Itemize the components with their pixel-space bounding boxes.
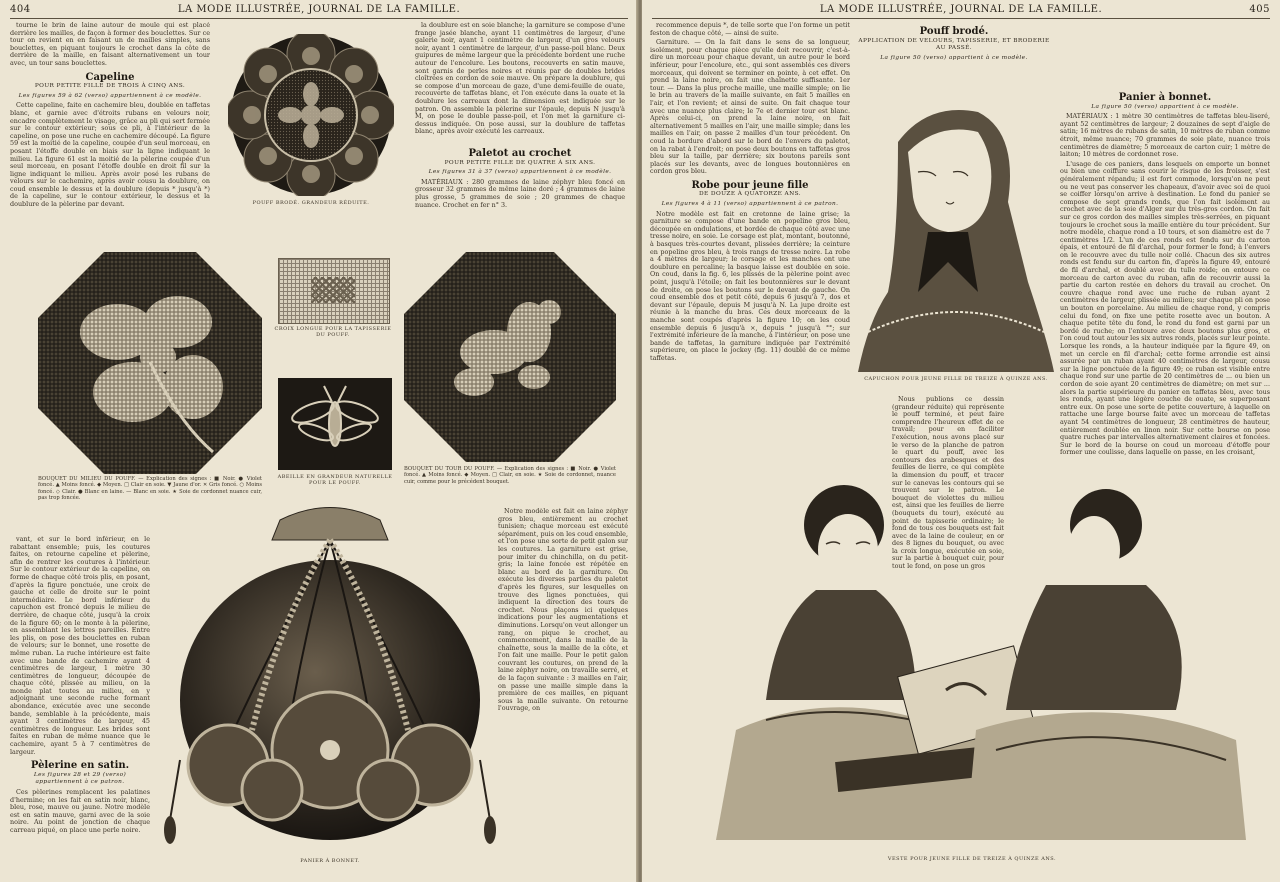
cross-stitch-caption: CROIX LONGUE POUR LA TAPISSERIE DU POUFF.: [274, 326, 392, 338]
bee-caption: ABEILLE EN GRANDEUR NATURELLE POUR LE POUFF.: [277, 474, 393, 486]
middle-bouquet-signs: Explication des signes : ■ Noir. ● Violet foncé. ▲ Moins foncé. ◆ Moyen. □ Clair en soie. ▼ Jaune d'or. ✕ Gris foncé. ○ Moins foncé. ◇ Clair. ● Blanc en laine. — Blanc en soie. ★ Soie de cordonnet nuance cuir, pas trop foncée.: [38, 476, 262, 502]
capeline-heading: Capeline: [85, 71, 135, 83]
left-column-3-lower: [498, 508, 628, 876]
two-girls-illustration: [676, 480, 1270, 850]
capuchon-caption: CAPUCHON POUR JEUNE FILLE DE TREIZE À QUINZE ANS.: [864, 376, 1048, 382]
paletot-instructions: Notre modèle est fait en laine zéphyr gros bleu, entièrement au crochet tunisien; chaque morceau est exécuté séparément, puis on les coud ensemble, et l'on pose une sorte de petit galon sur les coutures. La garniture est grise, pour imiter du chinchilla, on du petit-gris; la laine foncée est répétée en blanc au bord de la garniture. On exécute les diverses parties du paletot d'après les figures, sur lesquelles on trouve des lignes ponctuées, qui indiquent la direction des tours de crochet. Nous plaçons ici quelques indications pour les augmentations et diminutions. Lorsqu'on veut allonger un rang, on pique le crochet, au commencement, dans la maille de la chaînette, sous la maille de la côte, et l'on fait une maille. Pour le petit galon couvrant les coutures, on prend de la laine zéphyr noire, on travaille serré, et de la façon suivante : 3 mailles en l'air, on passe une maille simple dans la première de ces mailles, en piquant sous la maille suivante. On retourne l'ouvrage, on: [498, 508, 628, 713]
pelerine-figures-note: Les figures 28 et 29 (verso) appartiennent à ce patron.: [33, 771, 127, 786]
pouff-paragraph: Nous publions ce dessin (grandeur réduite) qui représente le pouff terminé, et peut faire comprendre l'heureux effet de ce travail; pour en faciliter l'exécution, nous avons placé sur le verso de la planche de patron le quart du pouff, avec les contours des arabesques et des feuilles de lierre, ce qui complète la dimension du pouff, et tracer sur le canevas les contours qui se trouvent sur le patron. Le bouquet de violettes du milieu est, ainsi que les feuilles de lierre (bouquets du tour), exécuté au point de tapisserie ordinaire; le fond de tous ces bouquets est fait avec de la laine de couleur, en or des 8 lignes du bouquet, ou avec la croix longue, exécutée en soie, sur la partie à bouquet cuir, pour tout le fond, on pose un gros: [892, 396, 1004, 571]
tour-bouquet-caption: BOUQUET DU TOUR DU POUFF.: [404, 466, 495, 472]
cross-stitch-motif: [311, 277, 355, 303]
right-page-number: 405: [1249, 4, 1270, 15]
garniture-paragraph: Garniture. — On la fait dans le sens de sa longueur, isolément, pour chaque pièce qu'elle doit recouvrir, c'est-à-dire un morceau pour chaque devant, un autre pour le bord inférieur, pour l'encolure, etc., qui sont assemblés ces divers morceaux, qui doivent se terminer en pointe, à cet effet. On prend la laine noire, on fait une chaînette suffisante. 1er tour. — Dans la plus proche maille, une maille simple; on lie le brin au travers de la maille suivante, en fait 5 mailles en l'air, et l'on revient; et ainsi de suite. On fait chaque tour avec une nuance plus claire; le 7e et dernier tour est blanc. Après celui-ci, on prend la laine noire, on fait alternativement 5 mailles en l'air, une maille simple; dans les mailles en l'air, on passe 2 mailles d'un tour précédent. On coud la bordure d'abord sur le bord de l'envers du paletot, on la rabat à l'endroit; on pose deux boutons en taffetas gros bleu sur la taille, par derrière; six boutons pareils sont placés sur les devants, avec de longues boutonnières en cordon gros bleu.: [650, 38, 850, 176]
pelerine-paragraph: Ces pèlerines remplacent les palatines d'hermine; on les fait en satin noir, blanc, bleu, rose, mauve ou jaune. Notre modèle est en satin mauve, garni avec de la soie noire. Au point de jonction de chaque carreau piqué, on place une perle noire.: [10, 788, 150, 834]
tour-bouquet-legend: BOUQUET DU TOUR DU POUFF. — Explication des signes : ■ Noir. ● Violet foncé. ▲ Moins foncé. ◆ Moyen. □ Clair, en soie. ★ Soie de cordonnet, nuance cuir, comme pour le précédent bouquet.: [404, 466, 616, 485]
panier-materials: MATÉRIAUX : 1 mètre 30 centimètres de taffetas bleu-liseré, ayant 52 centimètres de largeur; 2 douzaines de sept d'aigle de satin; 16 mètres de rubans de satin, 10 mètres de ruban comme étroit, même nuance; 70 grammes de soie plate, nuance trois centimètres de diamètre; 5 morceaux de carton cuir; 1 mètre de laiton; 10 mètres de cordonnet rose.: [1060, 112, 1270, 159]
robe-heading: Robe pour jeune fille: [691, 179, 809, 191]
paletot-section: [415, 144, 625, 244]
capeline-subheading: POUR PETITE FILLE DE TROIS À CINQ ANS.: [34, 83, 186, 90]
robe-subheading: DE DOUZE À QUATORZE ANS.: [698, 191, 802, 198]
pouff-caption: POUFF BRODÉ. GRANDEUR RÉDUITE.: [252, 200, 370, 206]
capeline-continued-paragraph: vant, et sur le bord inférieur, en le rabattant ensemble; puis, les coutures faites, on retourne capeline et pèlerine, afin de rentrer les coutures à l'intérieur. Sur le contour extérieur de la capeline, on forme de chaque côté trois plis, en posant, d'après la figure ponctuée, une croix de gauche et celle de droite sur le point intermédiaire. Le bord inférieur du capuchon est froncé depuis le milieu de derrière, de chaque côté, jusqu'à la croix de la figure 60; on le monte à la pèlerine, en assemblant les lettres pareilles. Entre les plis, on pose des bouclettes en ruban de velours; sur le bonnet, une rosette de même ruban. La ruche intérieure est faite avec une bande de cachemire ayant 4 centimètres de largeur, 1 mètre 30 centimètres de longueur, découpée de chaque côté, plissée au milieu, on la monde plat toutes au milieu, en y adjoignant une seconde ruche formant abondance, exécutée avec une seconde bande, semblable à la précédente, mais ayant 3 centimètres de largeur, 45 centimètres de longueur. Les brides sont faites en ruban de même nuance que le cachemire, ayant 5 à 7 centimètres de largeur.: [10, 536, 150, 756]
middle-bouquet-chart: [38, 252, 262, 474]
hooded-girl-illustration: [858, 102, 1054, 372]
pelerine-heading: Pèlerine en satin.: [30, 760, 130, 772]
paletot-heading: Paletot au crochet: [468, 148, 572, 159]
pouff-embroidered-figure: [228, 34, 394, 196]
panier-paragraph: L'usage de ces paniers, dans lesquels on emporte un bonnet ou bien une coiffure sans courir le risque de les froisser, s'est généralement répandu; il est fort commode, lorsqu'on ne peut ou ne veut pas conserver les chapeaux, d'avoir avec soi de quoi se coiffer lorsqu'on arrive à destination. Le fond du panier se compose de sept grands ronds, que l'on fait isolément au crochet avec de la soie d'Alger sur du très-gros cordon. On fait sur ce gros cordon des mailles simples très-serrées, en piquant toujours le crochet sous la maille entière du tour précédent. Sur notre modèle, chaque rond a 10 tours, et son diamètre est de 7 centimètres 1/2. L'un de ces ronds est fendu sur du carton épais, et entouré de fil d'archal, pour former le fond; à l'envers on le recouvre avec du tulle noir collé. Chacun des six autres ronds est fendu sur du carton fin, d'après la figure 49, entouré de fil d'archal, et doublé avec du tulle roide; on entoure ce morceau de carton avec du ruban, afin de recouvrir aussi la partie du carton restée en dehors du travail au crochet. On couvre chaque rond avec une ruche de ruban ayant 2 centimètres de largeur, plissée au milieu; sur chaque pli on pose un bouton en porcelaine. Au milieu de chaque rond, y compris celui du fond, on fixe une petite rosette avec un bouton. A chaque petite tête du fond, le rond du fond est garni par un bordé de ruche; on l'entoure avec deux boutons plus gros, et l'on coud tout autour les six autres ronds, placés sur leur pointe. Lorsque les ronds, a la hauteur indiquée par la figure 49, on met un cercle en fil d'archal; cette forme arrondie est ainsi assurée par un ruban ayant 40 centimètres de largeur, cousu sur la ligne ponctuée de la figure 49; ce ruban est visible entre chaque rond sur une partie de 20 centimètres de ... ou bien un cordon de soie ayant 20 centimètres de diamètre; on met sur ... alors la partie supérieure du panier en taffetas bleu, avec tous les ronds, ayant une légère couche de ouate, se superposant entre eux. On pose une sorte de petite couverture, à laquelle on rattache une large bourse faite avec un morceau de taffetas ayant 54 centimètres de longueur, 28 centimètres de hauteur, entièrement doublée en linon noir. Sur cette bourse on pose quatre ruches par intervalles alternativement claires et foncées. Sur le bord de la bourse on coud un morceau d'étoffe pour former une coulisse, dans laquelle on passe, en les croisant,: [1060, 159, 1270, 457]
bee-figure: [278, 378, 392, 470]
capeline-paragraph: Cette capeline, faite en cachemire bleu, doublée en taffetas blanc, et garnie avec d'étroits rubans en velours noir, encadre complètement le visage, grâce au pli qui sert fermée sur le contour extérieur; sous ce pli, à l'intérieur de la capeline, on pose une ruche en cachemire découpé. La figure 59 est la moitié de la capeline, coupée d'un seul morceau, en posant l'étoffe double en biais sur la ligne indiquant le milieu. La figure 61 est la moitié de la pèlerine coupée d'un seul morceau, en posant l'étoffe double en droit fil sur la ligne indiquant le milieu. Après avoir posé les rubans de velours sur le cachemire, après avoir cousu la doublure, on coud ensemble le dessus et la doublure (depuis * jusqu'à *) de la capeline, sur le contour extérieur, le dessus et la doublure de la pèlerine par devant.: [10, 101, 210, 209]
feston-paragraph: recommence depuis *, de telle sorte que l'on forme un petit feston de chaque côté, — ainsi de suite.: [650, 22, 850, 37]
lining-paragraph: la doublure est en soie blanche; la garniture se compose d'une frange jasée blanche, ayant 11 centimètres de largeur, d'une galerie noir, ayant 1 centimètre de largeur, d'un gros velours noir, ayant 1 centimètre de largeur, d'un passe-poil blanc. Deux guipures de même largeur que la précédente bordent une ruche autour de l'encolure. Les boutons, recouverts en satin mauve, sont garnis de perles noires et réunis par de doubles brides cloîtrées en cordon de soie mauve. On prépare la doublure, qui se compose d'un morceau de gaze, d'une demi-feuille de ouate, recouverte de taffetas blanc, et l'on exécute dans la ouate et la doublure les carreaux dont la dimension est indiquée sur le patron. On assemble la pèlerine sur l'épaule, depuis N jusqu'à M, on pose le double passe-poil, et l'on met la garniture ci-dessus indiquée. On pose aussi, sur la doublure de taffetas blanc, après avoir exécuté les carreaux.: [415, 22, 625, 136]
bonnet-basket-caption: PANIER À BONNET.: [300, 858, 360, 864]
panier-figures-note: La figure 50 (verso) appartient à ce modèle.: [1091, 103, 1239, 110]
robe-paragraph: Notre modèle est fait en cretonne de laine grise; la garniture se compose d'une bande en popeline gros bleu, découpée en ondulations, et bordée de chaque côté avec une tresse noire, en soie. Le corsage est plat, montant, boutonné, à basques très-courtes devant, plissées derrière; la ceinture en popeline gros bleu, à trois rangs de tresse noire. La robe a 4 mètres de largeur; le corsage et les manches ont une doublure en percaline; la basque laisse est doublée en soie. On coud, dans la fig. 6, les plissés de la pèlerine point avec point, jusqu'à l'étoile; on fait les boutonnières sur le devant de droite, on pose les boutons sur le devant de gauche. On coud ensemble dos et petit côté, depuis 6 jusqu'à 7, dos et devant sur l'épaule, depuis M jusqu'à N. La jupe droite est réunie à la manche du bras. Ces deux morceaux de la manche sont coupés d'après la figure 10; on les coud ensemble depuis 6 jusqu'à ×, depuis ° jusqu'à °°; sur l'extrémité inférieure de la manche, à l'intérieur, on pose une bande de taffetas, la garniture indiquée par l'extrémité supérieure, on place le jockey (fig. 11) doublé de ce même taffetas.: [650, 209, 850, 362]
left-running-head: [10, 4, 628, 19]
capeline-figures-note: Les figures 59 à 62 (verso) appartiennent à ce modèle.: [18, 92, 202, 99]
left-column-1-lower: [10, 536, 150, 876]
tour-bouquet-signs: Explication des signes : ■ Noir. ● Violet foncé. ▲ Moins foncé. ◆ Moyen. □ Clair, en soie. ★ Soie de cordonnet, nuance cuir, comme pour le précédent bouquet.: [404, 466, 616, 485]
right-running-head: [652, 4, 1270, 19]
left-column-2-upper: [415, 22, 625, 142]
pouff-figures-note: La figure 50 (verso) appartient à ce modèle.: [880, 54, 1028, 61]
right-page: [642, 0, 1280, 882]
long-cross-stitch-sample: [278, 258, 390, 324]
pouff-subheading: APPLICATION DE VELOURS, TAPISSERIE, ET BRODERIE AU PASSÉ.: [858, 37, 1050, 52]
dress-caption: VESTE POUR JEUNE FILLE DE TREIZE À QUINZE ANS.: [887, 856, 1057, 862]
bonnet-basket-figure: [160, 500, 500, 852]
robe-figures-note: Les figures 4 à 11 (verso) appartiennent à ce patron.: [661, 201, 839, 208]
pouff-heading: Pouff brodé.: [919, 26, 989, 37]
right-journal-title: LA MODE ILLUSTRÉE, JOURNAL DE LA FAMILLE.: [819, 4, 1103, 15]
paletot-figures-note: Les figures 31 à 37 (verso) appartiennent à ce modèle.: [428, 169, 612, 176]
middle-bouquet-legend: BOUQUET DU MILIEU DU POUFF. — Explication des signes : ■ Noir. ● Violet foncé. ▲ Moins foncé. ◆ Moyen. □ Clair en soie. ▼ Jaune d'or. ✕ Gris foncé. ○ Moins foncé. ◇ Clair. ● Blanc en laine. — Blanc en soie. ★ Soie de cordonnet nuance cuir, pas trop foncée.: [38, 476, 262, 502]
pouff-section: [856, 22, 1052, 98]
paletot-materials: MATÉRIAUX : 280 grammes de laine zéphyr bleu foncé en grosseur 32 grammes de même laine doré ; 4 grammes de laine plus grosse, 5 grammes de soie ; 20 grammes de chaque nuance. Crochet en fer n° 3.: [415, 177, 625, 209]
intro-paragraph: tourne le brin de laine autour de moule qui est placé derrière les mailles, de façon à former des bouclettes. Sur ce tour on revient en en faisant un de mailles simples, sans bouclettes, en piquant toujours le crochet dans la côte de derrière de la maille, en faisant alternativement un tour avec, un tour sans bouclettes.: [10, 22, 210, 67]
right-column-3: [1060, 22, 1270, 484]
left-page-number: 404: [10, 4, 31, 15]
panier-heading: Panier à bonnet.: [1118, 92, 1212, 103]
right-column-1: [650, 22, 850, 398]
left-journal-title: LA MODE ILLUSTRÉE, JOURNAL DE LA FAMILLE.: [177, 4, 461, 15]
middle-bouquet-caption: BOUQUET DU MILIEU DU POUFF.: [38, 476, 136, 482]
tour-bouquet-chart: [404, 252, 616, 462]
paletot-subheading: POUR PETITE FILLE DE QUATRE À SIX ANS.: [444, 159, 596, 166]
left-page: [0, 0, 638, 882]
left-column-1-upper: [10, 22, 210, 247]
